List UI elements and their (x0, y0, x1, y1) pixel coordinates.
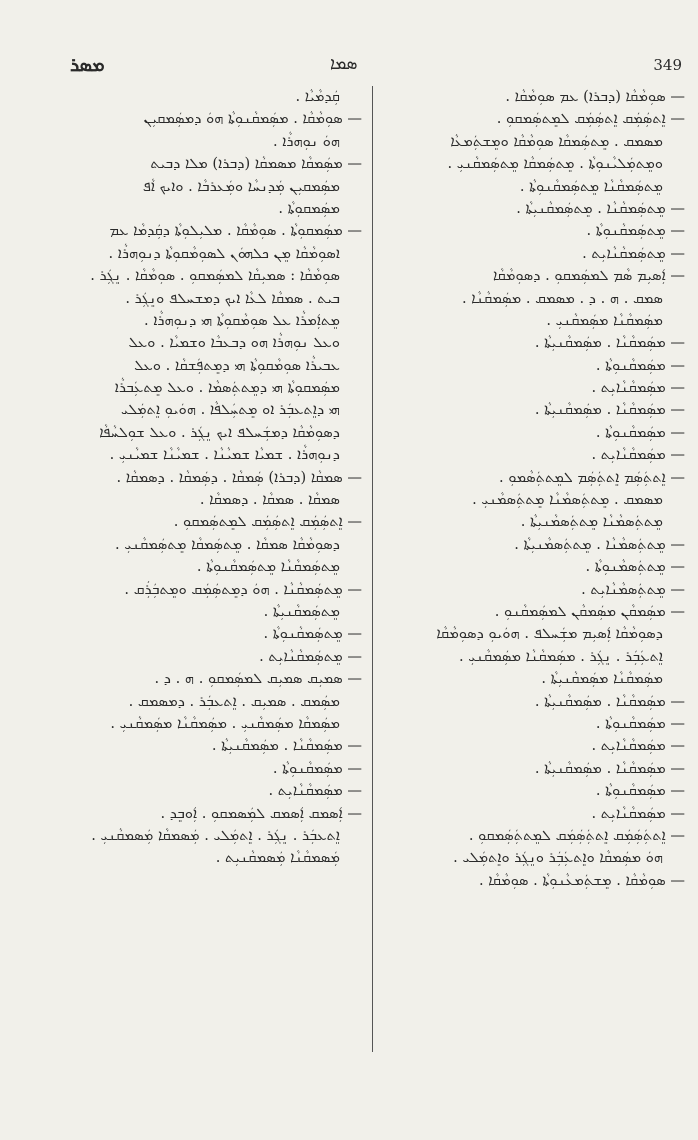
text-line: ܐܸܬܥܲܒܲܪ . ܢܸܓܲܪ . ܡܣܲܡܩܵܢܵܐ ܡܣܲܡܩܵܢܝܼ . (458, 647, 663, 665)
text-line: ܕܣܘܼܡܵܩܵܐ ܕܡܫܲܚܠܦ ܐܝܟ ܢܸܓܲܪ . ܘܥܠ ܫܘܼܠܚܵܦܵܐ (99, 423, 340, 441)
text-line: ܡܣܲܡܩܵܐ ܡܣܲܡܩܵܢܝܼ . ܡܣܲܡܩܵܢܵܐ ܡܣܲܡܩܵܢܝܼ . (110, 714, 340, 732)
text-line: — ܐܲܣܡܩ ܐܲܣܡܩ ܠܡܲܣܡܩܘܼ . ܐܲܘܒܸܕ . (160, 804, 362, 822)
text-line: — ܡܸܬܣܲܡܩܵܢܵܐ . ܡܸܬܣܲܡܩܵܢܝܼܬܵܐ . (516, 199, 685, 217)
text-line: ܐܸܬܥܒܲܪ . ܢܸܓܲܪ . ܐܸܬܡܲܠܝ . ܡܲܣܡܩܵܐ ܡܲܣܡܩܵܢܝܼ . (91, 826, 340, 844)
text-line: ܒܝܬ . ܣܡܩܵܐ ܠܥܵܐ ܐܝܟ ܕܡܫܚܠܦ ܘܢܸܓܲܪ . (125, 289, 340, 307)
text-line: ܣܡܩܵܐ . ܣܡܩܵܐ . ܕܣܡܩܵܐ . (199, 491, 340, 509)
text-line: ܘܡܸܬܡܲܠܝܵܢܘܼܬܵܐ . ܡܸܬܣܲܡܩܵܐ ܡܸܬܣܲܡܩܵܢܝܼ . (447, 155, 663, 173)
text-line: — ܡܸܬܬܲܣܡܵܢܵܐ . ܡܸܬܬܲܣܡܵܢܝܼܬܵܐ . (514, 535, 685, 553)
text-line: — ܡܣܲܡܩܵܢܵܐ . ܡܣܲܡܩܵܢܝܼܬܵܐ . (211, 737, 362, 755)
text-line: — ܡܣܲܡܩܵܢ ܡܣܲܡܩܵܢ ܠܡܣܲܡܩܵܢܘܼ . (494, 602, 685, 620)
text-line: — ܣܡܩܵܐ (ܕܒܪܐ) ܣܲܡܩܵܐ . ܕܣܲܡܩܵܐ . ܕܣܡܩܵܐ . (116, 468, 362, 486)
text-line: — ܡܣܲܡܩܘܼܬܵܐ . ܣܘܼܡܵܩܵܐ . ܡܠܝܼܠܘܼܬܵܐ ܕܩܲܕܡܵܐ ܥܡ (109, 222, 362, 240)
text-line: ܕܣܘܼܡܵܩܵܐ ܣܡܩܵܐ . ܡܸܬܣܲܡܩܵܐ ܡܸܬܣܲܡܩܵܢܝܼ . (115, 535, 340, 553)
text-line: ܡܣܲܡܩܘܼܬܵܐ ܗܝ ܕܡܸܬܬܲܣܡܵܐ . ܘܥܠ ܡܸܬܥܲܒܪܵܐ (114, 379, 340, 397)
text-line: — ܣܘܼܡܵܩܵܐ . ܡܸܫܬܲܡܥܵܢܘܼܬܵܐ . ܣܘܼܡܵܩܵܐ . (478, 871, 685, 889)
text-line: ܥܒܝܪܵܐ ܣܘܼܡܵܩܘܼܬܵܐ ܗܝ ܕܡܸܬܦܲܫܩܵܐ . ܘܥܠ (134, 356, 340, 374)
text-line: ܗܝ ܕܐܸܬܥܒܲܪ ܐܘ ܡܸܬܚܲܠܦܵܐ . ܗܘܿܝܘܼ ܐܸܬܡܲܠܝ (121, 401, 340, 419)
text-line: — ܡܣܲܡܩܵܢܵܐܝܼܬ . (591, 737, 685, 755)
text-line: — ܡܣܲܡܩܵܢܵܐ . ܡܣܲܡܩܵܢܝܼܬܵܐ . (534, 692, 685, 710)
text-line: — ܐܸܬܣܲܡܲܩ ܐܸܬܣܲܡܲܩ ܠܡܸܬܣܲܡܩܘܼ . (173, 513, 362, 531)
text-line: ܡܣܲܡܩܝܼܢ ܡܲܕܢܚܵܐ ܘܡܲܥܪܒܵܐ . ܘܐܝܟ ܐܵܦ (142, 177, 340, 195)
text-line: ܕܣܘܼܡܵܩܵܐ ܐܲܣܝܼܡ ܡܫܲܚܠܦ . ܗܘܿܝܘܼ ܕܣܘܼܡܵܩܵܐ (436, 625, 663, 643)
text-line: — ܣܘܼܡܵܩܵܐ . ܡܣܲܡܩܵܢܘܼܬܵܐ ܗܘܿ ܕܡܣܲܡܩܝܼܢ (143, 110, 362, 128)
text-line: — ܣܘܼܡܵܩܵܐ (ܕܒܪܐ) ܥܡ ܣܘܼܡܵܩܵܐ . (505, 88, 685, 105)
column-divider (372, 86, 373, 1052)
text-line: — ܡܸܬܬܲܣܡܵܢܵܐܝܼܬ . (581, 580, 685, 598)
text-line: ܡܣܲܡܩܵܢܵܐ ܡܣܲܡܩܵܢܝܼܬܵܐ . (541, 670, 663, 688)
text-line: — ܡܸܬܣܲܡܩܵܢܘܼܬܵܐ . (263, 625, 362, 643)
text-line: — ܐܲܣܝܼܡ ܣܵܡ ܠܡܣܲܡܩܘܼ . ܕܣܘܼܡܵܩܵܐ (493, 267, 685, 285)
text-line: — ܡܣܲܡܩܵܢܘܼܬܵܐ . (272, 759, 362, 777)
text-line: ܡܣܲܡܩܘܼܬܵܐ . (278, 199, 340, 217)
text-line: — ܐܸܬܬܲܣܲܡܲܩ ܐܸܬܬܲܣܲܡܲܩ ܠܡܸܬܬܲܣܲܡܩܘܼ . (468, 826, 685, 844)
text-line: ܡܲܣܡܩܵܢܵܐ ܡܲܣܡܩܵܢܝܼܬ . (215, 849, 340, 867)
text-line: — ܐܸܬܣܲܡܲܩ ܐܸܬܣܲܡܲܩ ܠܡܸܬܣܲܡܩܘܼ . (496, 110, 685, 128)
text-line: ܡܣܡܩ . ܡܸܬܬܲܣܡܵܢܵܐ ܡܸܬܬܲܣܡܵܢܝܼ . (472, 491, 663, 509)
text-line: ܡܸܬܣܲܡܩܵܢܵܐ ܡܸܬܣܲܡܩܵܢܘܼܬܵܐ . (196, 558, 340, 576)
text-line: ܡܸܬܐܲܡܪܵܐ ܥܠ ܣܘܼܡܵܩܘܼܬܵܐ ܗܝ ܕܢܘܼܗܪܵܐ . (144, 311, 340, 329)
text-line: — ܡܣܲܡܩܵܢܘܼܬܵܐ . (595, 356, 685, 374)
text-line: ܐܣܘܼܡܵܩܵܐ ܡܸܢ ܟܠܗܘܿܢ ܠܣܘܼܡܵܩܘܼܬܵܐ ܕܢܘܼܗܪܵܐ . (108, 244, 340, 262)
text-line: — ܡܸܬܣܲܡܩܵܢܵܐܝܼܬ . (259, 647, 362, 665)
text-line: — ܐܸܬܬܲܣܲܡ ܐܸܬܬܲܣܲܡ ܠܡܸܬܬܲܣܵܡܘܼ . (499, 468, 685, 486)
text-line: — ܡܣܲܡܩܵܢܵܐܝܼܬ . (268, 782, 362, 800)
text-line: ܡܣܡܩ . ܡܸܬܣܲܡܩܵܐ ܣܘܼܡܵܩܵܐ ܘܡܸܫܬܲܡܥܵܐ (450, 132, 663, 150)
text-line: — ܡܣܲܡܩܵܐ ܡܣܡܩܵܐ (ܕܒܪܐ) ܡܠܐ ܕܒܝܬ (150, 155, 362, 173)
text-line: ܘܥܠ ܢܘܼܗܪܵܐ ܗܘ ܕܒܥܒܵܐ ܘܫܡܝܵܐ . ܘܥܠ (128, 334, 340, 352)
text-line: — ܡܣܲܡܩܵܢܘܼܬܵܐ . (595, 714, 685, 732)
left-text-column (60, 86, 362, 870)
text-line: — ܡܸܬܣܲܡܩܵܢܵܐܝܼܬ . (582, 244, 685, 262)
text-line: — ܡܸܬܣܲܡܩܵܢܵܐ . ܗܘܿ ܕܡܸܬܣܲܡܲܩ ܘܡܸܬܒܲܪܲܩ . (124, 580, 362, 598)
page-header (0, 52, 698, 80)
text-line: — ܡܣܲܡܩܵܢܘܼܬܵܐ . (595, 423, 685, 441)
text-line: — ܡܣܲܡܩܵܢܘܼܬܵܐ . (595, 782, 685, 800)
page-number: 349 (653, 56, 682, 74)
text-line: ܣܘܼܡܵܩܵܐ : ܣܡܝܼܩܵܐ ܠܡܣܲܡܩܘܼ . ܣܘܼܡܵܩܵܐ . ܢܸܓܲܪ . (90, 267, 340, 285)
text-line: — ܡܣܲܡܩܵܢܵܐ . ܡܣܲܡܩܵܢܝܼܬܵܐ . (534, 401, 685, 419)
text-line: ܗܘܿ ܡܣܲܡܩܵܐ ܘܐܸܬܥܲܒܲܪ ܘܢܸܓܲܪ ܘܐܸܬܡܲܠܝ . (453, 849, 663, 867)
text-line: ܣܡܩ . ܗ . ܕ . ܡܣܡܩ . ܡܣܲܡܩܵܢܵܐ . (462, 289, 663, 307)
text-line: ܕܢܘܼܗܪܵܐ . ܫܡܝܵܐ ܫܡܝܵܢܵܐ . ܫܡܝܵܢܵܐ ܫܡܝܵܢܝܼ . (109, 446, 340, 464)
text-line: ܩܲܕܡܵܝܵܐ . (295, 88, 340, 105)
text-line: — ܡܸܬܬܲܣܡܵܢܘܼܬܵܐ . (585, 558, 685, 576)
text-line: ܡܸܬܣܲܡܩܵܢܵܐ ܡܸܬܣܲܡܩܵܢܘܼܬܵܐ . (519, 177, 663, 195)
text-line: — ܡܣܲܡܩܵܢܵܐܝܼܬ . (591, 804, 685, 822)
text-line: ܗܘܿ ܢܘܼܗܪܵܐ . (273, 132, 340, 150)
text-line: ܡܣܲܡܩ . ܣܡܝܼܩ . ܐܸܬܥܒܲܪ . ܕܡܣܡܩ . (128, 692, 340, 710)
text-line: ܡܸܬܬܲܣܡܵܢܵܐ ܡܸܬܬܲܣܡܵܢܝܼܬܵܐ . (520, 513, 663, 531)
right-text-column (385, 86, 685, 892)
text-line: — ܡܣܲܡܩܵܢܵܐܝܼܬ . (591, 379, 685, 397)
text-line: — ܡܣܲܡܩܵܢܵܐ . ܡܣܲܡܩܵܢܝܼܬܵܐ . (534, 334, 685, 352)
text-line: — ܡܣܲܡܩܵܢܵܐ . ܡܣܲܡܩܵܢܝܼܬܵܐ . (534, 759, 685, 777)
text-line: ܡܸܬܣܲܡܩܵܢܝܼܬܵܐ . (263, 602, 340, 620)
text-line: — ܡܣܲܡܩܵܢܵܐܝܼܬ . (591, 446, 685, 464)
text-line: ܡܣܲܡܩܵܢܵܐ ܡܣܲܡܩܵܢܝܼ . (546, 311, 663, 329)
text-line: — ܣܡܝܼܩ ܣܡܝܼܩ ܠܡܣܲܡܩܘܼ . ܗ . ܕ . (154, 670, 362, 688)
catchword: ܡܣܪ (70, 54, 105, 76)
text-line: — ܡܸܬܣܲܡܩܵܢܘܼܬܵܐ . (586, 222, 685, 240)
running-head: ܣܡܐ (330, 54, 358, 74)
